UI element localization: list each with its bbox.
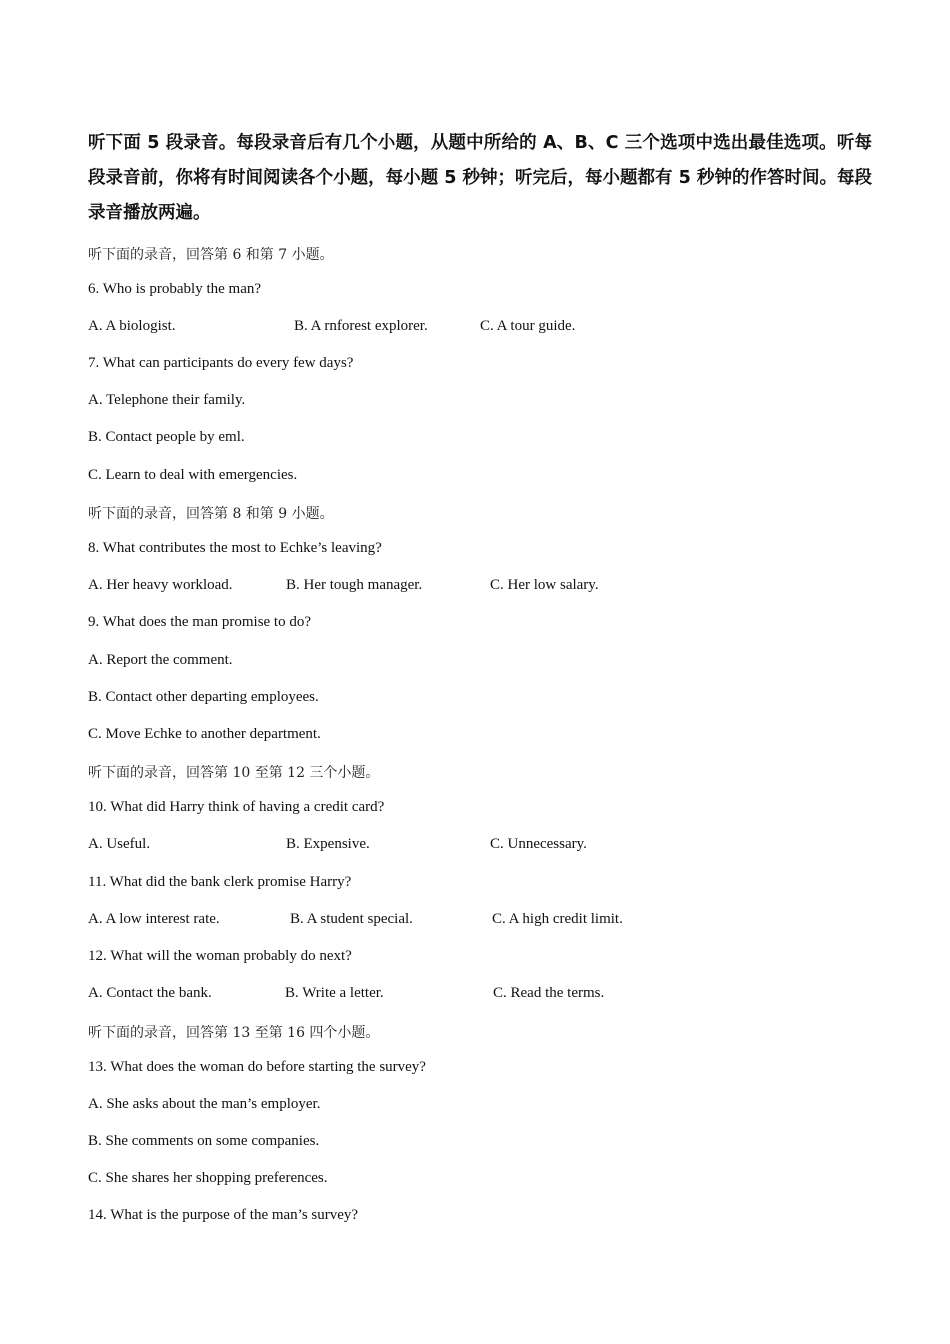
listening-instructions: 听下面 5 段录音。每段录音后有几个小题，从题中所给的 A、B、C 三个选项中选出最佳选项。听每段录音前，你将有时间阅读各个小题，每小题 5 秒钟；听完后，每小题都有 5 秒钟的作答时间。每段录音播放两遍。 xyxy=(88,133,872,223)
question-12: 12. What will the woman probably do next? xyxy=(88,948,352,964)
q6-option-a: A. A biologist. xyxy=(88,318,176,334)
question-9: 9. What does the man promise to do? xyxy=(88,614,312,630)
q10-option-b: B. Expensive. xyxy=(286,836,370,852)
section-heading-4: 听下面的录音，回答第 13 至第 16 四个小题。 xyxy=(88,1025,380,1041)
q6-option-c: C. A tour guide. xyxy=(480,318,576,334)
q13-option-c: C. She shares her shopping preferences. xyxy=(88,1170,328,1186)
question-6-options xyxy=(0,318,950,338)
q7-option-b: B. Contact people by eml. xyxy=(88,429,245,445)
question-6: 6. Who is probably the man? xyxy=(88,281,262,297)
q9-option-a: A. Report the comment. xyxy=(88,652,233,668)
question-11-options xyxy=(0,911,950,931)
question-14: 14. What is the purpose of the man’s survey? xyxy=(88,1207,359,1223)
q9-option-b: B. Contact other departing employees. xyxy=(88,689,319,705)
q8-option-b: B. Her tough manager. xyxy=(286,577,423,593)
q7-option-a: A. Telephone their family. xyxy=(88,392,246,408)
q8-option-a: A. Her heavy workload. xyxy=(88,577,233,593)
section-heading-2: 听下面的录音，回答第 8 和第 9 小题。 xyxy=(88,506,334,522)
q13-option-a: A. She asks about the man’s employer. xyxy=(88,1096,321,1112)
q12-option-b: B. Write a letter. xyxy=(285,985,384,1001)
q10-option-a: A. Useful. xyxy=(88,836,151,852)
question-11: 11. What did the bank clerk promise Harry? xyxy=(88,874,352,890)
question-12-options xyxy=(0,985,950,1005)
section-heading-1: 听下面的录音，回答第 6 和第 7 小题。 xyxy=(88,247,334,263)
q10-option-c: C. Unnecessary. xyxy=(490,836,587,852)
question-8: 8. What contributes the most to Echke’s leaving? xyxy=(88,540,382,556)
q13-option-b: B. She comments on some companies. xyxy=(88,1133,320,1149)
q9-option-c: C. Move Echke to another department. xyxy=(88,726,321,742)
question-13: 13. What does the woman do before starting the survey? xyxy=(88,1059,426,1075)
question-7: 7. What can participants do every few days? xyxy=(88,355,354,371)
q11-option-b: B. A student special. xyxy=(290,911,413,927)
question-10-options xyxy=(0,836,950,856)
q12-option-c: C. Read the terms. xyxy=(493,985,605,1001)
question-10: 10. What did Harry think of having a credit card? xyxy=(88,799,385,815)
section-heading-3: 听下面的录音，回答第 10 至第 12 三个小题。 xyxy=(88,765,380,781)
q7-option-c: C. Learn to deal with emergencies. xyxy=(88,467,298,483)
q11-option-c: C. A high credit limit. xyxy=(492,911,623,927)
question-8-options xyxy=(0,577,950,597)
q12-option-a: A. Contact the bank. xyxy=(88,985,212,1001)
q11-option-a: A. A low interest rate. xyxy=(88,911,220,927)
q6-option-b: B. A rnforest explorer. xyxy=(294,318,428,334)
q8-option-c: C. Her low salary. xyxy=(490,577,599,593)
